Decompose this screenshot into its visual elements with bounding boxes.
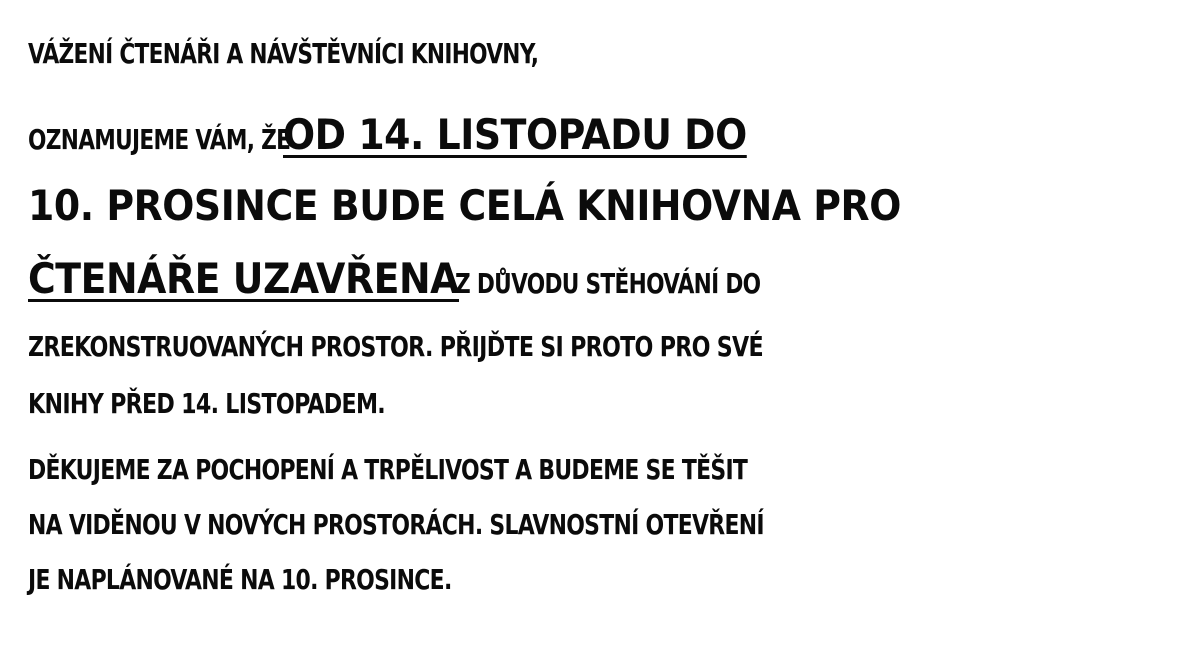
- paragraph-2-line-2: [28, 508, 874, 541]
- paragraph-2-line-1: [28, 453, 855, 486]
- reason-text-1: Z DŮVODU STĚHOVÁNÍ DO: [454, 267, 761, 300]
- thanks-text-1: DĚKUJEME ZA POCHOPENÍ A TRPĚLIVOST A BUDEME SE TĚŠIT: [28, 453, 748, 486]
- paragraph-1-line-2: [28, 181, 998, 230]
- closure-dates-highlight-3: ČTENÁŘE UZAVŘENA: [28, 254, 460, 303]
- paragraph-1-line-3: [28, 254, 810, 303]
- reason-text-2: ZREKONSTRUOVANÝCH PROSTOR. PŘIJĎTE SI PROTO PRO SVÉ: [28, 330, 763, 363]
- greeting-line: [28, 37, 621, 70]
- reason-text-3: KNIHY PŘED 14. LISTOPADEM.: [28, 387, 386, 420]
- closure-dates-highlight-1: OD 14. LISTOPADU DO: [283, 110, 747, 159]
- paragraph-1-line-4: [28, 330, 863, 363]
- opening-date-text: JE NAPLÁNOVANÉ NA 10. PROSINCE.: [28, 563, 452, 596]
- greeting-text: VÁŽENÍ ČTENÁŘI A NÁVŠTĚVNÍCI KNIHOVNY,: [28, 37, 539, 70]
- paragraph-2-line-3: [28, 563, 515, 596]
- thanks-text-2: NA VIDĚNOU V NOVÝCH PROSTORÁCH. SLAVNOSTNÍ OTEVŘENÍ: [28, 508, 764, 541]
- paragraph-1-line-5: [28, 387, 434, 420]
- intro-text: OZNAMUJEME VÁM, ŽE: [28, 123, 291, 156]
- closure-dates-highlight-2: 10. PROSINCE BUDE CELÁ KNIHOVNA PRO: [28, 181, 901, 230]
- paragraph-1-line-1: [28, 110, 798, 159]
